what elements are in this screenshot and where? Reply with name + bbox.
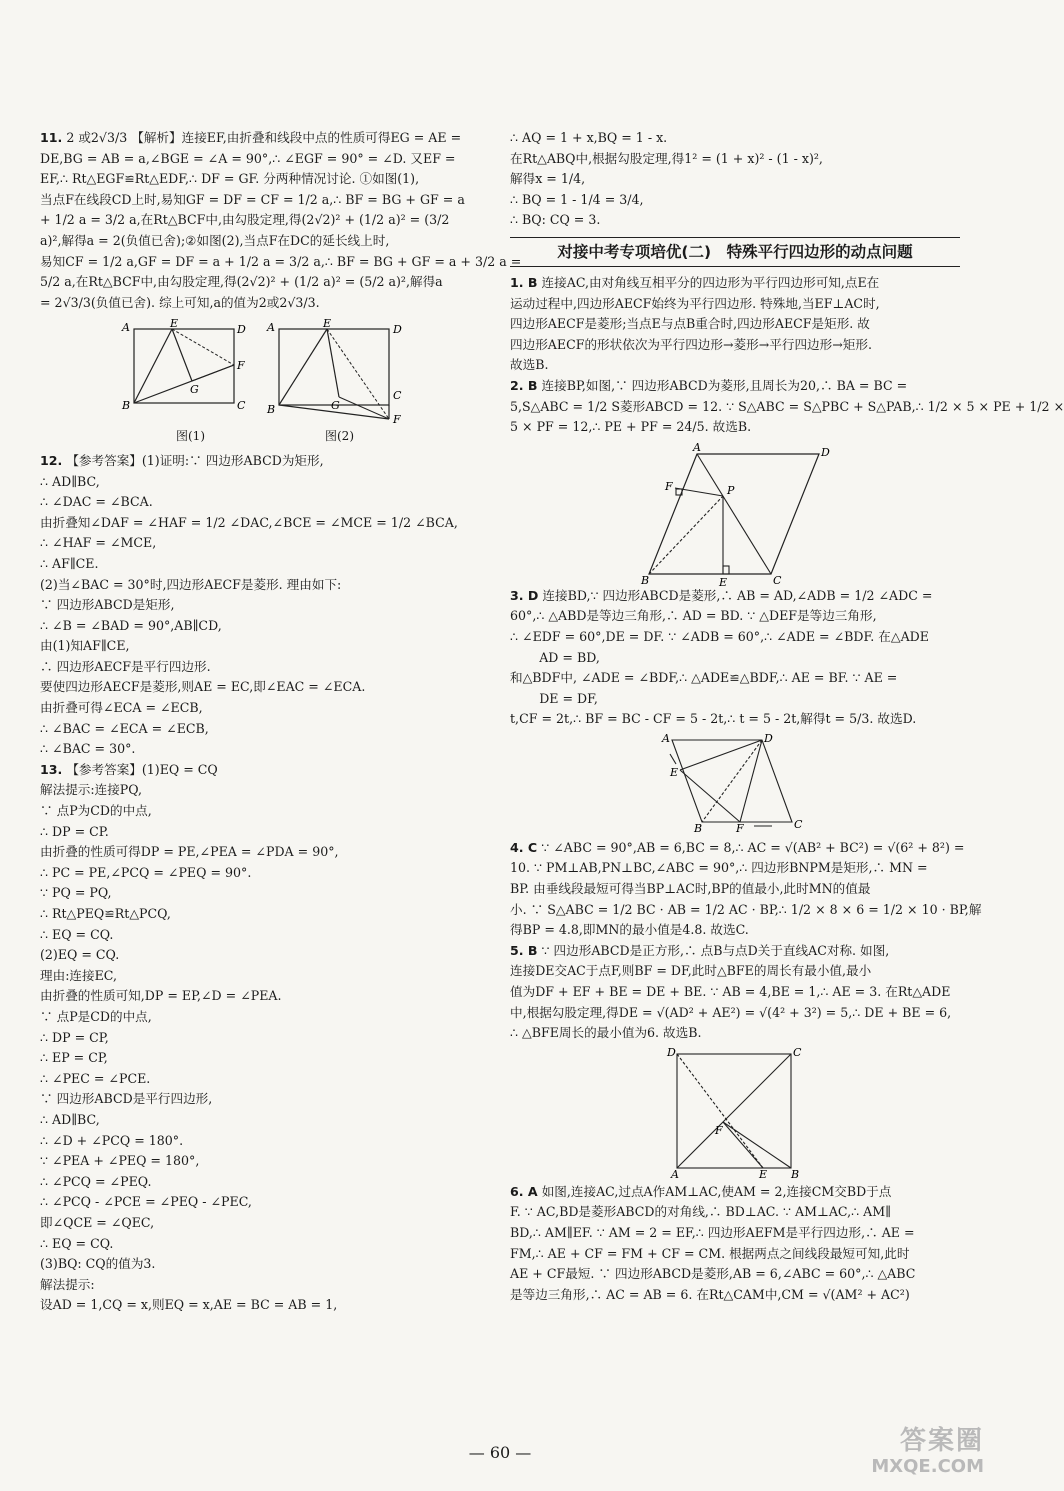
right-column <box>510 128 1064 1305</box>
line-text: ∴ Rt△PEQ≌Rt△PCQ, <box>40 906 171 921</box>
line-text: 理由:连接EC, <box>40 967 118 983</box>
text-line <box>510 335 960 356</box>
svg-text:B: B <box>641 573 650 587</box>
svg-text:B: B <box>694 821 703 835</box>
line-text: ∵ PQ = PQ, <box>40 885 112 901</box>
svg-text:F: F <box>237 359 245 373</box>
text-line <box>40 801 490 822</box>
line-text: ∴ AD∥BC, <box>40 1111 100 1127</box>
line-text: 故选B. <box>510 357 549 373</box>
text-line <box>40 128 490 149</box>
text-line <box>40 1275 490 1296</box>
figure-1-diagram <box>120 317 246 413</box>
text-line <box>510 273 960 294</box>
svg-text:B: B <box>791 1167 800 1181</box>
line-text: 连接DE交AC于点F,则BF = DF,此时△BFE的周长有最小值,最小 <box>510 963 872 979</box>
line-text: ∴ △BFE周长的最小值为6. 故选B. <box>510 1025 702 1041</box>
text-line <box>510 879 960 900</box>
figure-captions <box>40 426 490 447</box>
problem-number: 11. <box>40 130 63 145</box>
text-line <box>510 668 960 689</box>
line-text: 中,根据勾股定理,得DE = √(AD² + AE²) = √(4² + 3²) = 5,∴ DE + BE = 6, <box>510 1004 952 1020</box>
line-text: ∴ BQ = 1 - 1/4 = 3/4, <box>510 191 644 207</box>
line-text: ∵ 点P是CD的中点, <box>40 1008 152 1024</box>
watermark-logo <box>800 1420 990 1486</box>
line-text: FM,∴ AE + CF = FM + CF = CM. 根据两点之间线段最短可知,此时 <box>510 1245 910 1261</box>
svg-text:D: D <box>237 323 246 337</box>
line-text: ∴ ∠D + ∠PCQ = 180°. <box>40 1132 184 1148</box>
problem-11-figures <box>40 317 490 427</box>
svg-text:G: G <box>331 399 340 413</box>
line-text: F. ∵ AC,BD是菱形ABCD的对角线,∴ BD⊥AC. ∵ AM⊥AC,∴ AM∥ <box>510 1204 891 1220</box>
text-line <box>40 863 490 884</box>
line-text: 和△BDF中, ∠ADE = ∠BDF,∴ △ADE≌△BDF,∴ AE = BF. ∵ AE = <box>510 670 898 686</box>
text-line <box>510 417 960 438</box>
text-line <box>40 472 490 493</box>
problems-4-5-block <box>510 838 982 1044</box>
text-line <box>40 252 522 273</box>
problem-number: 13. <box>40 761 63 777</box>
text-line <box>510 128 960 149</box>
line-text: ∵ 四边形ABCD是平行四边形, <box>40 1091 213 1107</box>
line-text: 由折叠可得∠ECA = ∠ECB, <box>40 700 203 716</box>
line-text: ∴ ∠PEC = ∠PCE. <box>40 1070 151 1086</box>
line-text: 要使四边形AECF是菱形,则AE = EC,即∠EAC = ∠ECA. <box>40 679 366 695</box>
line-text: ∵ 四边形ABCD是正方形,∴ 点B与点D关于直线AC对称. 如图, <box>541 942 890 958</box>
text-line <box>510 1023 960 1044</box>
svg-text:F: F <box>715 1123 723 1137</box>
page-number: — 60 — <box>468 1443 532 1462</box>
line-text: 60°,∴ △ABD是等边三角形,∴ AD = BD. ∵ △DEF是等边三角形, <box>510 608 877 624</box>
text-line <box>40 616 490 637</box>
line-text: (2)EQ = CQ. <box>40 947 120 963</box>
text-line <box>40 822 490 843</box>
text-line <box>40 925 490 946</box>
line-text: ∴ PC = PE,∠PCQ = ∠PEQ = 90°. <box>40 864 252 880</box>
line-text: 运动过程中,四边形AECF始终为平行四边形. 特殊地,当EF⊥AC时, <box>510 295 880 311</box>
line-text: 易知CF = 1/2 a,GF = DF = a + 1/2 a = 3/2 a,∴ BF = BG + GF = a + 3/2 a = <box>40 253 522 269</box>
line-text: ∴ AF∥CE. <box>40 555 99 571</box>
line-text: 5/2 a,在Rt△BCF中,由勾股定理,得(2√2)² + (1/2 a)² = (5/2 a)²,解得a <box>40 274 443 290</box>
line-text: 解法提示:连接PQ, <box>40 782 142 798</box>
figure-2-caption: 图(2) <box>325 429 354 444</box>
problem-3-block <box>510 586 960 730</box>
text-line <box>40 190 490 211</box>
svg-text:F: F <box>393 413 401 427</box>
problems-12-13-block <box>40 451 490 1316</box>
text-line <box>40 210 490 231</box>
text-line <box>510 355 960 376</box>
text-line <box>510 586 960 607</box>
line-text: 由折叠的性质可知,DP = EP,∠D = ∠PEA. <box>40 988 282 1004</box>
problems-1-2-block <box>510 273 1064 438</box>
line-text: ∴ ∠PCQ = ∠PEQ. <box>40 1173 152 1189</box>
text-line <box>510 294 960 315</box>
text-line <box>510 1223 960 1244</box>
line-text: 值为DF + EF + BE = DE + BE. ∵ AB = 4,BE = 1,∴ AE = 3. 在Rt△ADE <box>510 984 951 1000</box>
svg-text:C: C <box>237 399 246 413</box>
line-text: (2)当∠BAC = 30°时,四边形AECF是菱形. 理由如下: <box>40 576 342 592</box>
line-text: 四边形AECF是菱形;当点E与点B重合时,四边形AECF是矩形. 故 <box>510 316 870 332</box>
line-text: 连接BD,∵ 四边形ABCD是菱形,∴ AB = AD,∠ADB = 1/2 ∠ADC = <box>542 587 933 603</box>
text-line <box>510 314 960 335</box>
text-line <box>40 883 490 904</box>
line-text: ∴ EQ = CQ. <box>40 1235 114 1251</box>
svg-text:B: B <box>122 399 131 413</box>
text-line <box>40 1069 490 1090</box>
svg-text:A: A <box>122 321 130 335</box>
line-text: 5,S△ABC = 1/2 S菱形ABCD = 12. ∵ S△ABC = S△PBC + S△PAB,∴ 1/2 × 5 × PE + 1/2 × <box>510 398 1064 414</box>
text-line <box>510 376 960 397</box>
svg-text:F: F <box>665 479 673 493</box>
problem-2-rhombus-diagram <box>635 440 835 589</box>
line-text: 【参考答案】(1)证明:∵ 四边形ABCD为矩形, <box>66 452 324 468</box>
text-line <box>40 945 490 966</box>
problem-number: 3. D <box>510 587 539 603</box>
svg-text:A: A <box>267 321 275 335</box>
text-line <box>510 1202 960 1223</box>
line-text: a)²,解得a = 2(负值已舍);②如图(2),当点F在DC的延长线上时, <box>40 232 390 248</box>
line-text: t,CF = 2t,∴ BF = BC - CF = 5 - 2t,∴ t = 5 - 2t,解得t = 5/3. 故选D. <box>510 711 917 727</box>
text-line <box>40 149 490 170</box>
text-line <box>40 1254 490 1275</box>
line-text: 【参考答案】(1)EQ = CQ <box>66 761 218 777</box>
text-line <box>40 636 490 657</box>
problem-6-block <box>510 1182 960 1306</box>
text-line <box>40 904 490 925</box>
line-text: ∴ ∠PCQ - ∠PCE = ∠PEQ - ∠PEC, <box>40 1194 252 1210</box>
text-line <box>510 1264 960 1285</box>
text-line <box>40 169 490 190</box>
line-text: AE + CF最短. ∵ 四边形ABCD是菱形,AB = 6,∠ABC = 60°,∴ △ABC <box>510 1266 916 1282</box>
text-line <box>40 739 490 760</box>
text-line <box>40 719 490 740</box>
text-line <box>40 1234 490 1255</box>
line-text: ∴ DP = CP, <box>40 1029 109 1045</box>
line-text: 小. ∵ S△ABC = 1/2 BC · AB = 1/2 AC · BP,∴ 1/2 × 8 × 6 = 1/2 × 10 · BP,解 <box>510 901 982 917</box>
line-text: 由折叠的性质可得DP = PE,∠PEA = ∠PDA = 90°, <box>40 844 339 860</box>
left-column <box>40 128 522 1316</box>
text-line <box>510 1182 960 1203</box>
text-line <box>510 982 960 1003</box>
text-line <box>510 1244 960 1265</box>
line-text: 2 或2√3/3 【解析】连接EF,由折叠和线段中点的性质可得EG = AE = <box>66 130 462 145</box>
line-text: 是等边三角形,∴ AC = AB = 6. 在Rt△CAM中,CM = √(AM² + AC²) <box>510 1286 910 1302</box>
line-text: DE = DF, <box>510 690 598 706</box>
text-line <box>40 677 490 698</box>
svg-text:D: D <box>764 731 773 745</box>
svg-text:E: E <box>670 765 679 779</box>
problem-11-block <box>40 128 522 313</box>
text-line <box>510 1003 960 1024</box>
text-line <box>510 397 1064 418</box>
figure-1-caption: 图(1) <box>176 429 205 444</box>
svg-text:C: C <box>393 389 402 403</box>
text-line <box>40 554 490 575</box>
text-line <box>510 709 960 730</box>
line-text: 5 × PF = 12,∴ PE + PF = 24/5. 故选B. <box>510 419 752 435</box>
svg-text:E: E <box>323 317 332 331</box>
line-text: ∵ ∠PEA + ∠PEQ = 180°, <box>40 1153 200 1169</box>
text-line <box>510 941 960 962</box>
line-text: = 2√3/3(负值已舍). 综上可知,a的值为2或2√3/3. <box>40 294 320 310</box>
text-line <box>40 986 490 1007</box>
line-text: ∴ 四边形AECF是平行四边形. <box>40 658 211 674</box>
svg-text:A: A <box>671 1167 679 1181</box>
problem-13-continued <box>510 128 960 231</box>
svg-text:E: E <box>719 575 728 589</box>
text-line <box>40 966 490 987</box>
line-text: (3)BQ: CQ的值为3. <box>40 1256 156 1272</box>
line-text: ∵ ∠ABC = 90°,AB = 6,BC = 8,∴ AC = √(AB² + BC²) = √(6² + 8²) = <box>541 839 965 855</box>
svg-text:G: G <box>190 383 199 397</box>
text-line <box>40 513 490 534</box>
text-line <box>510 961 960 982</box>
text-line <box>510 920 960 941</box>
text-line <box>510 858 960 879</box>
text-line <box>40 492 490 513</box>
line-text: ∴ ∠EDF = 60°,DE = DF. ∵ ∠ADB = 60°,∴ ∠ADE = ∠BDF. 在△ADE <box>510 628 929 644</box>
text-line <box>40 1213 490 1234</box>
line-text: 设AD = 1,CQ = x,则EQ = x,AE = BC = AB = 1, <box>40 1297 338 1313</box>
problem-number: 5. B <box>510 942 538 958</box>
line-text: 由折叠知∠DAF = ∠HAF = 1/2 ∠DAC,∠BCE = ∠MCE = 1/2 ∠BCA, <box>40 514 458 530</box>
line-text: ∴ DP = CP. <box>40 823 109 839</box>
text-line <box>40 293 490 314</box>
line-text: ∴ EP = CP, <box>40 1050 108 1066</box>
svg-text:A: A <box>693 440 701 454</box>
problem-number: 4. C <box>510 839 538 855</box>
text-line <box>40 780 490 801</box>
line-text: 连接AC,由对角线互相平分的四边形为平行四边形可知,点E在 <box>541 274 880 290</box>
text-line <box>40 760 490 781</box>
line-text: DE,BG = AB = a,∠BGE = ∠A = 90°,∴ ∠EGF = 90° = ∠D. 又EF = <box>40 150 456 166</box>
line-text: 如图,连接AC,过点A作AM⊥AC,使AM = 2,连接CM交BD于点 <box>541 1183 892 1199</box>
text-line <box>510 838 965 859</box>
line-text: ∴ ∠HAF = ∠MCE, <box>40 535 157 551</box>
line-text: AD = BD, <box>510 649 600 665</box>
line-text: 连接BP,如图,∵ 四边形ABCD为菱形,且周长为20,∴ BA = BC = <box>541 377 908 393</box>
line-text: BP. 由垂线段最短可得当BP⊥AC时,BP的值最小,此时MN的值最 <box>510 881 871 897</box>
problem-5-square-diagram <box>665 1045 805 1181</box>
text-line <box>40 231 490 252</box>
svg-text:D: D <box>393 323 402 337</box>
line-text: 解得x = 1/4, <box>510 171 586 187</box>
watermark-line-1: 答案圈 <box>899 1426 984 1456</box>
text-line <box>510 689 960 710</box>
line-text: BD,∴ AM∥EF. ∵ AM = 2 = EF,∴ 四边形AEFM是平行四边形,∴ AE = <box>510 1225 915 1240</box>
problem-number: 1. B <box>510 274 538 290</box>
text-line <box>40 657 490 678</box>
text-line <box>510 606 960 627</box>
svg-text:E: E <box>170 317 179 331</box>
svg-text:F: F <box>736 821 744 835</box>
svg-text:C: C <box>794 817 803 831</box>
text-line <box>510 627 960 648</box>
line-text: ∴ ∠DAC = ∠BCA. <box>40 494 153 510</box>
svg-text:C: C <box>793 1045 802 1059</box>
text-line <box>40 1131 490 1152</box>
text-line <box>510 210 960 231</box>
text-line <box>40 1028 490 1049</box>
text-line <box>510 900 982 921</box>
problem-3-rhombus-diagram <box>660 731 810 835</box>
text-line <box>510 169 960 190</box>
line-text: 10. ∵ PM⊥AB,PN⊥BC,∠ABC = 90°,∴ 四边形BNPM是矩形,∴ MN = <box>510 860 928 876</box>
text-line <box>40 1192 490 1213</box>
line-text: EF,∴ Rt△EGF≌Rt△EDF,∴ DF = GF. 分两种情况讨论. ①如图(1), <box>40 171 420 187</box>
svg-text:A: A <box>662 731 670 745</box>
section-title: 对接中考专项培优(二) 特殊平行四边形的动点问题 <box>510 237 960 267</box>
svg-text:E: E <box>759 1167 768 1181</box>
text-line <box>40 1151 490 1172</box>
problem-number: 2. B <box>510 377 538 393</box>
line-text: ∴ BQ: CQ = 3. <box>510 212 601 228</box>
line-text: ∵ 点P为CD的中点, <box>40 803 152 819</box>
watermark-line-2: MXQE.COM <box>871 1456 984 1477</box>
line-text: ∴ ∠B = ∠BAD = 90°,AB∥CD, <box>40 617 222 633</box>
line-text: 在Rt△ABQ中,根据勾股定理,得1² = (1 + x)² - (1 - x)², <box>510 150 823 166</box>
text-line <box>40 698 490 719</box>
problem-number: 6. A <box>510 1183 538 1199</box>
svg-text:B: B <box>267 403 276 417</box>
text-line <box>40 1172 490 1193</box>
text-line <box>510 149 960 170</box>
text-line <box>510 190 960 211</box>
text-line <box>40 1089 490 1110</box>
problem-number: 12. <box>40 452 63 468</box>
line-text: ∴ ∠BAC = ∠ECA = ∠ECB, <box>40 720 209 736</box>
text-line <box>40 1110 490 1131</box>
svg-text:D: D <box>821 445 830 459</box>
text-line <box>40 1048 490 1069</box>
line-text: 由(1)知AF∥CE, <box>40 638 130 654</box>
text-line <box>510 1285 960 1306</box>
text-line <box>40 575 490 596</box>
line-text: + 1/2 a = 3/2 a,在Rt△BCF中,由勾股定理,得(2√2)² + (1/2 a)² = (3/2 <box>40 212 450 228</box>
svg-text:D: D <box>667 1045 676 1059</box>
svg-text:P: P <box>727 483 735 497</box>
text-line <box>40 1007 490 1028</box>
line-text: ∵ 四边形ABCD是矩形, <box>40 597 175 613</box>
text-line <box>40 595 490 616</box>
line-text: ∴ AD∥BC, <box>40 473 100 489</box>
line-text: 当点F在线段CD上时,易知GF = DF = CF = 1/2 a,∴ BF = BG + GF = a <box>40 191 465 207</box>
text-line <box>510 648 960 669</box>
line-text: 得BP = 4.8,即MN的最小值是4.8. 故选C. <box>510 922 749 938</box>
svg-text:C: C <box>773 573 782 587</box>
line-text: 即∠QCE = ∠QEC, <box>40 1214 155 1230</box>
line-text: 四边形AECF的形状依次为平行四边形→菱形→平行四边形→矩形. <box>510 336 872 352</box>
line-text: ∴ ∠BAC = 30°. <box>40 741 136 757</box>
figure-2-diagram <box>265 317 410 427</box>
text-line <box>40 842 490 863</box>
line-text: ∴ AQ = 1 + x,BQ = 1 - x. <box>510 130 668 145</box>
text-line <box>40 451 490 472</box>
text-line <box>40 272 490 293</box>
text-line <box>40 1295 490 1316</box>
line-text: ∴ EQ = CQ. <box>40 926 114 942</box>
line-text: 解法提示: <box>40 1276 95 1292</box>
text-line <box>40 533 490 554</box>
